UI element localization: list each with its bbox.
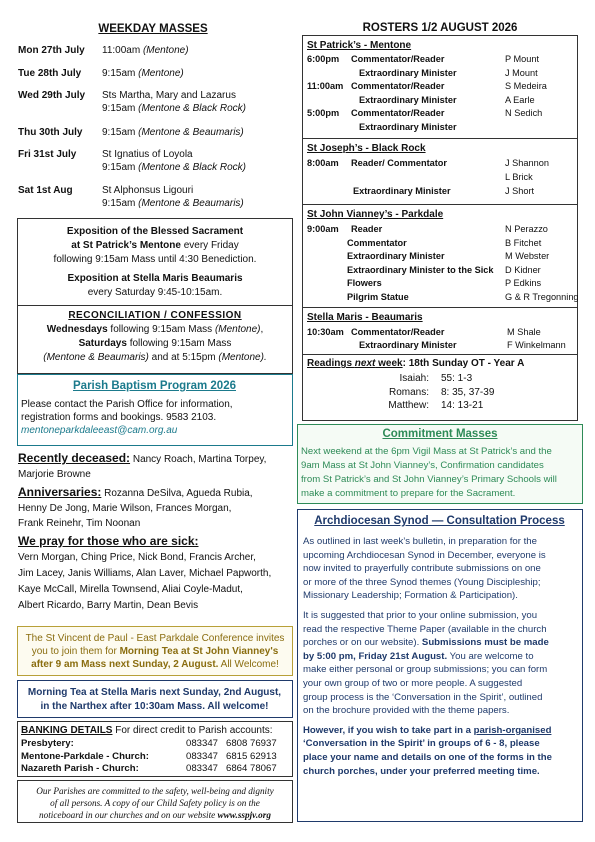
commitment-text-3: from St Patrick’s and St John Vianney’s Primary Schools will [301, 474, 557, 485]
mass-details [102, 44, 302, 57]
website-link[interactable]: www.sspjv.org [217, 810, 271, 820]
svdp-morning-tea: Morning Tea at St John Vianney's [119, 646, 279, 657]
reconciliation-sat-text: following 9:15am Mass [126, 338, 232, 349]
commitment-title: Commitment Masses [382, 428, 498, 440]
mass-row [18, 148, 288, 178]
mass-line-2-location: (Mentone & Beaumaris) [138, 198, 244, 209]
synod-p1-line: now invited to prayerfully contribute submissions on one [303, 563, 541, 575]
roster-role: Reader [351, 224, 383, 234]
stjoseph-role-2: Extraordinary Minister [353, 186, 451, 196]
sick-label: We pray for those who are sick: [18, 534, 199, 548]
morning-tea-text-1: Morning Tea at Stella Maris next Sunday, 2nd August, [27, 687, 282, 698]
synod-p2-line: group process is the ‘Conversation in the Spirit’, outlined [303, 691, 543, 703]
synod-p3-parish-organised: parish-organised [473, 724, 552, 736]
stjoseph-time: 8:00am [307, 158, 339, 168]
synod-p1-line: Missionary Leadership; Formation & Participation). [303, 590, 518, 602]
safety-text-1: Our Parishes are committed to the safety, well-being and dignity [36, 786, 274, 796]
roster-name: M Shale [507, 327, 541, 337]
synod-title: Archdiocesan Synod — Consultation Process [314, 515, 565, 527]
roster-time: 10:30am [307, 327, 344, 337]
divider [303, 138, 577, 139]
bank-account-name: Nazareth Parish - Church: [21, 763, 139, 774]
commitment-box [297, 424, 583, 504]
roster-name: F Winkelmann [507, 340, 566, 350]
exposition-reconciliation-box [17, 218, 293, 374]
bank-bsb: 083347 [186, 738, 219, 749]
commitment-text-2: 9am Mass at St John Vianney’s, Confirmation candidates [301, 460, 544, 471]
roster-role: Commentator/Reader [351, 327, 445, 337]
mass-day: Tue 28th July [18, 68, 82, 79]
synod-deadline-b: by 5:00 pm, Friday 21st August. [303, 650, 448, 662]
reading-book: Romans: [388, 386, 429, 398]
banking-box [17, 721, 293, 777]
roster-name: J Mount [505, 67, 538, 78]
mass-row [18, 184, 288, 214]
divider [18, 305, 292, 306]
mass-line-1: St Ignatius of Loyola [102, 149, 193, 160]
svdp-welcome: All Welcome! [218, 659, 279, 670]
stjoseph-name-3: J Short [505, 186, 535, 196]
roster-name: P Mount [505, 54, 540, 64]
svdp-box [17, 626, 293, 676]
roster-role: Extraordinary Minister [359, 94, 457, 105]
mass-line-2-location: (Mentone & Black Rock) [138, 162, 246, 173]
svdp-text-1: The St Vincent de Paul - East Parkdale Conference invites [25, 633, 285, 644]
bank-account-name: Presbytery: [21, 738, 74, 749]
synod-paragraph-2 [303, 609, 579, 718]
baptism-text-2: registration forms and bookings. 9583 2103. [21, 412, 217, 423]
svdp-when: after 9 am Mass next Sunday, 2 August. [31, 659, 219, 670]
exposition-times: following 9:15am Mass until 4:30 Benediction. [53, 254, 257, 265]
reconciliation-evening: and at 5:15pm [148, 352, 219, 363]
roster-role: Commentator/Reader [351, 108, 445, 118]
stjoseph-title: St Joseph’s - Black Rock [307, 143, 426, 154]
synod-p3-e: church porches, under your preferred meeting time. [303, 765, 540, 777]
readings-week: week [375, 358, 403, 369]
mass-line-1-location: (Mentone) [138, 68, 184, 79]
anniversaries-names-3: Frank Reinehr, Tim Noonan [18, 518, 141, 529]
synod-p1-line: upcoming Archdiocesan Synod in December, everyone is [303, 549, 546, 561]
stpatricks-title: St Patrick’s - Mentone [307, 40, 412, 51]
roster-name: A Earle [505, 94, 535, 105]
synod-p2-line: on the brochure provided with the theme papers. [303, 705, 510, 717]
deceased-names-2: Marjorie Browne [18, 469, 91, 480]
bank-bsb: 083347 [186, 763, 219, 774]
reconciliation-evening-loc: (Mentone). [218, 352, 267, 363]
mass-details [102, 89, 302, 115]
synod-box [297, 509, 583, 822]
mass-line-1: Sts Martha, Mary and Lazarus [102, 90, 236, 101]
bank-account-number: 6808 76937 [226, 738, 277, 749]
readings-label: Readings [307, 358, 355, 369]
reconciliation-wed: Wednesdays [46, 324, 108, 335]
roster-role: Extraordinary Minister [359, 121, 457, 132]
sick-names-4: Albert Ricardo, Barry Martin, Dean Bevis [18, 600, 199, 611]
morning-tea-box [17, 680, 293, 718]
banking-intro: For direct credit to Parish accounts: [112, 725, 273, 736]
mass-details [102, 126, 302, 139]
sick-names-2: Jim Lacey, Janis Williams, Alan Laver, Michael Papworth, [18, 568, 272, 579]
synod-p1-line: As outlined in last week’s bulletin, in preparation for the [303, 536, 537, 547]
safety-text-3: noticeboard in our churches and on our website [39, 810, 218, 820]
roster-name: P Edkins [505, 278, 542, 288]
roster-name: N Perazzo [505, 224, 548, 234]
roster-role: Commentator/Reader [351, 54, 445, 64]
exposition-stella-times: every Saturday 9:45-10:15am. [87, 287, 223, 298]
bank-account-number: 6815 62913 [226, 750, 277, 762]
roster-name: N Sedich [505, 108, 543, 118]
mass-line-2: 9:15am [102, 198, 139, 209]
roster-name: S Medeira [505, 81, 547, 91]
deceased-names: Nancy Roach, Martina Torpey, [130, 454, 267, 465]
synod-paragraph-1 [303, 535, 579, 603]
safety-text-2: of all persons. A copy of our Child Safety policy is on the [50, 798, 260, 808]
baptism-title: Parish Baptism Program 2026 [73, 380, 236, 392]
exposition-stella-heading: Exposition at Stella Maris Beaumaris [67, 273, 243, 284]
divider [303, 204, 577, 205]
roster-time: 9:00am [307, 224, 339, 234]
roster-role: Commentator [347, 237, 407, 248]
reconciliation-title: RECONCILIATION / CONFESSION [68, 310, 242, 321]
mass-day: Thu 30th July [18, 127, 83, 138]
synod-p3-c: ‘Conversation in the Spirit’ in groups of 6 - 8, please [303, 738, 540, 750]
synod-p3-a: However, if you wish to take part in a [303, 724, 474, 736]
roster-role: Extraordinary Minister to the Sick [347, 264, 494, 275]
reading-book: Matthew: [388, 400, 429, 411]
commitment-text-1: Next weekend at the 6pm Vigil Mass at St Patrick’s and the [301, 446, 552, 457]
bank-bsb: 083347 [186, 750, 219, 762]
baptism-text-1: Please contact the Parish Office for information, [21, 399, 233, 410]
roster-role: Pilgrim Statue [347, 291, 409, 302]
roster-name: M Webster [505, 251, 550, 261]
synod-p3-d: place your name and details on one of the forms in the [303, 751, 552, 763]
mass-day: Wed 29th July [18, 90, 86, 101]
anniversaries-label: Anniversaries: [18, 485, 102, 499]
reconciliation-sat-loc: (Mentone & Beaumaris) [43, 352, 149, 363]
readings-next: next [354, 358, 376, 369]
mass-line-1: 11:00am [102, 45, 143, 56]
roster-role: Extraordinary Minister [347, 251, 445, 261]
stella-title: Stella Maris - Beaumaris [307, 312, 423, 323]
mass-line-2-location: (Mentone & Black Rock) [138, 103, 246, 114]
mass-day: Fri 31st July [18, 149, 77, 160]
mass-line-1: 9:15am [102, 68, 139, 79]
roster-time: 11:00am [307, 81, 344, 91]
bank-account-name: Mentone-Parkdale - Church: [21, 750, 149, 762]
child-safety-box [17, 780, 293, 823]
mass-line-1: St Alphonsus Ligouri [102, 185, 194, 196]
stjohn-title: St John Vianney’s - Parkdale [307, 209, 444, 220]
commitment-text-4: make a commitment to prepare for the Sacrament. [301, 488, 516, 499]
roster-role: Extraordinary Minister [359, 340, 457, 350]
synod-p2-line: your own group of two or more people. A suggested [303, 677, 523, 689]
reading-ref: 55: 1-3 [441, 373, 473, 384]
reconciliation-wed-loc: (Mentone) [214, 324, 261, 335]
mass-line-1-location: (Mentone & Beaumaris) [138, 127, 244, 138]
mass-line-2: 9:15am [102, 103, 139, 114]
stjoseph-role: Reader/ Commentator [351, 158, 447, 168]
roster-name: D Kidner [505, 264, 541, 275]
banking-label: BANKING DETAILS [21, 725, 113, 736]
stjoseph-name-2: L Brick [505, 172, 533, 182]
reconciliation-sat: Saturdays [78, 338, 127, 349]
anniversaries-names: Rozanna DeSilva, Agueda Rubia, [101, 488, 253, 499]
readings-heading [307, 358, 524, 369]
synod-p2-line: read the respective Theme Paper (available in the church [303, 623, 547, 635]
synod-p2-line: You are welcome to [447, 650, 534, 662]
anniversaries-names-2: Henny De Jong, Marie Wilson, Frances Morgan, [18, 503, 232, 514]
morning-tea-text-2: in the Narthex after 10:30am Mass. All welcome! [40, 701, 269, 712]
roster-role: Extraordinary Minister [359, 67, 457, 78]
reading-ref: 14: 13-21 [441, 400, 484, 411]
synod-p2-line: It is suggested that prior to your online submission, you [303, 609, 538, 621]
synod-p2-line: make either personal or group submissions; you can form [303, 664, 548, 676]
roster-role: Commentator/Reader [351, 81, 445, 91]
mass-day: Mon 27th July [18, 45, 85, 56]
roster-role: Flowers [347, 278, 382, 288]
reconciliation-comma: , [260, 324, 264, 335]
mass-details [102, 67, 302, 80]
mass-line-2: 9:15am [102, 162, 139, 173]
reconciliation-wed-text: following 9:15am Mass [107, 324, 215, 335]
stjoseph-name-1: J Shannon [505, 158, 549, 168]
roster-time: 5:00pm [307, 108, 340, 118]
rosters-box [302, 35, 578, 421]
mass-line-1-location: (Mentone) [142, 45, 189, 56]
rosters-title: ROSTERS 1/2 AUGUST 2026 [362, 22, 518, 34]
baptism-email-link[interactable]: mentoneparkdaleeast@cam.org.au [21, 425, 178, 436]
roster-time: 6:00pm [307, 54, 340, 64]
mass-details [102, 184, 302, 210]
baptism-box [17, 374, 293, 446]
synod-paragraph-3 [303, 724, 579, 778]
readings-sunday: 18th Sunday OT - Year A [405, 358, 525, 369]
divider [303, 307, 577, 308]
synod-deadline-a: Submissions must be made [421, 637, 549, 649]
deceased-label: Recently deceased: [18, 451, 131, 465]
weekday-masses-title: WEEKDAY MASSES [98, 23, 208, 35]
synod-p1-line: or more of the three Synod themes (Young Discipleship; [303, 576, 541, 588]
sick-names-3: Kaye McCall, Mirella Townsend, Aliai Coyle-Madut, [18, 584, 243, 595]
svdp-text-2: you to join them for [31, 646, 120, 657]
readings-colon: : [402, 358, 406, 369]
exposition-frequency: every Friday [180, 240, 239, 251]
exposition-location: at St Patrick’s Mentone [71, 240, 181, 251]
roster-name: G & R Tregonning [505, 291, 579, 302]
divider [303, 354, 577, 355]
reading-book: Isaiah: [399, 373, 429, 384]
bank-account-number: 6864 78067 [226, 763, 277, 774]
mass-day: Sat 1st Aug [18, 185, 73, 196]
exposition-heading: Exposition of the Blessed Sacrament [66, 226, 244, 237]
roster-name: B Fitchet [505, 237, 542, 248]
mass-row [18, 89, 288, 119]
mass-details [102, 148, 302, 174]
reading-ref: 8: 35, 37-39 [441, 386, 495, 398]
mass-line-1: 9:15am [102, 127, 139, 138]
synod-p2-line: porches or on our website). [303, 637, 422, 649]
sick-names-1: Vern Morgan, Ching Price, Nick Bond, Francis Archer, [18, 552, 256, 563]
